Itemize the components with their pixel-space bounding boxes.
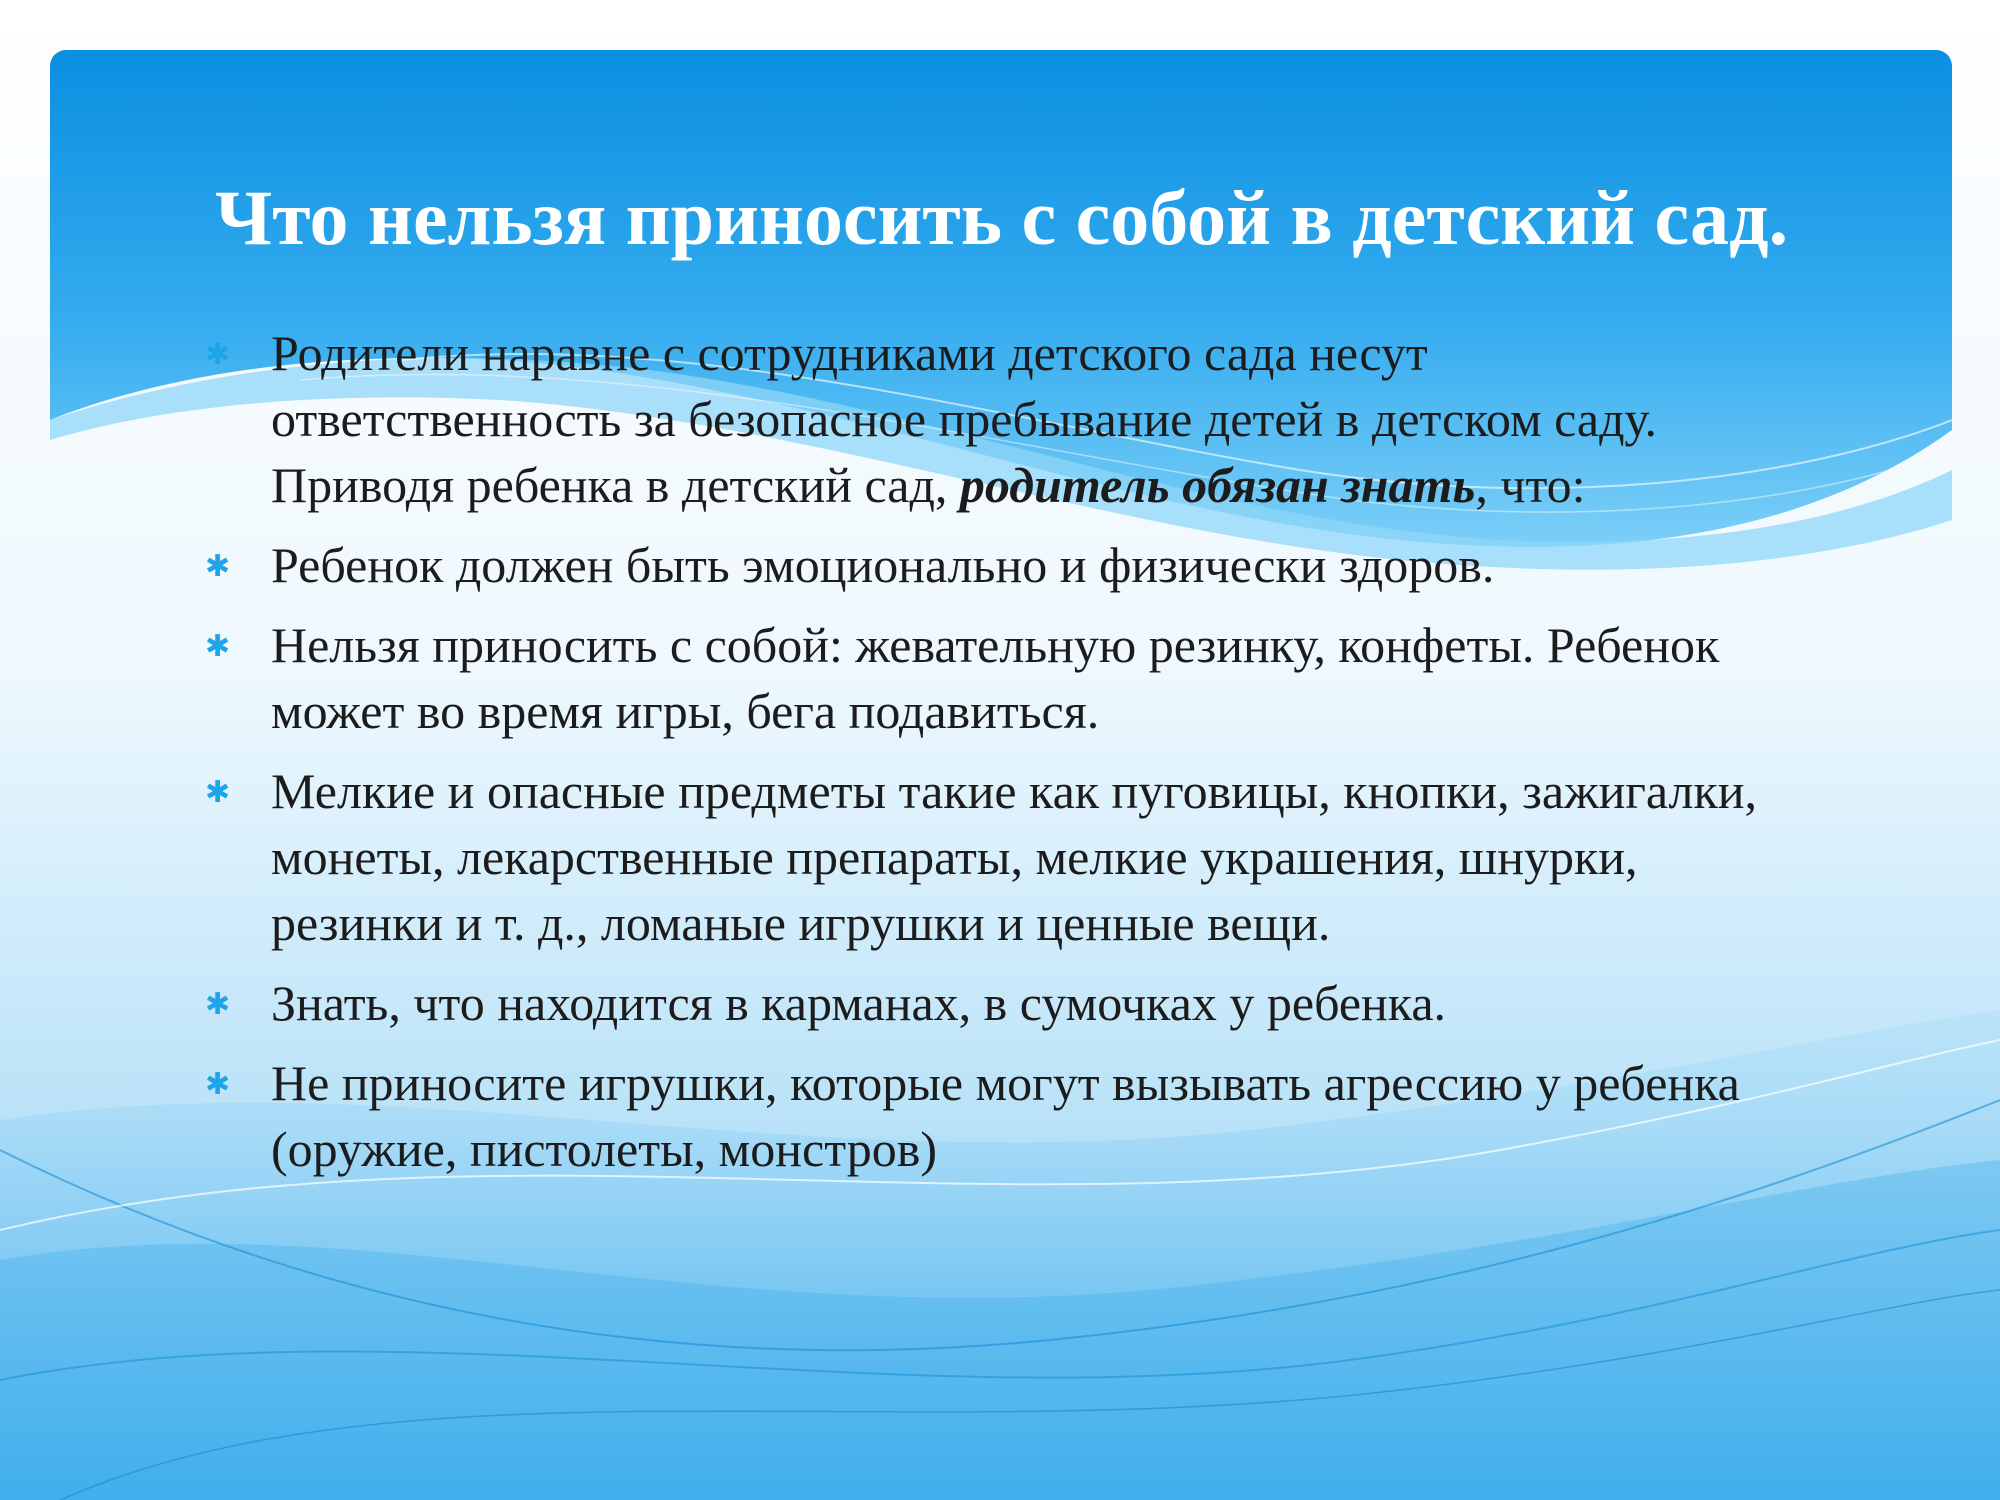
bullet-text: Не приносите игрушки, которые могут вызывать агрессию у ребенка (оружие, пистолеты, монстров) (271, 1055, 1740, 1177)
bullet-item-health (205, 532, 1765, 598)
bullet-item-aggressive-toys (205, 1050, 1765, 1182)
asterisk-icon: ✱ (205, 987, 231, 1022)
slide-title: Что нельзя приносить с собой в детский сад. (215, 174, 1789, 261)
bullet-text: Ребенок должен быть эмоционально и физически здоров. (271, 537, 1495, 593)
bullet-text: Мелкие и опасные предметы такие как пуговицы, кнопки, зажигалки, монеты, лекарственные препараты, мелкие украшения, шнурки, резинки и т. д., ломаные игрушки и ценные вещи. (271, 763, 1758, 951)
asterisk-icon: ✱ (205, 629, 231, 664)
bullet-text-tail: , что: (1475, 457, 1586, 513)
bullet-text: Знать, что находится в карманах, в сумочках у ребенка. (271, 975, 1447, 1031)
bullet-item-intro (205, 320, 1765, 518)
bullet-item-small-objects (205, 758, 1765, 956)
bullet-text: Родители наравне с сотрудниками детского сада несут ответственность за безопасное пребывание детей в детском саду. Приводя ребенка в детский сад, (271, 325, 1658, 513)
bullet-emphasis: родитель обязан знать (959, 457, 1476, 513)
asterisk-icon: ✱ (205, 549, 231, 584)
bullet-item-gum-candy (205, 612, 1765, 744)
bullet-list (205, 320, 1765, 1196)
asterisk-icon: ✱ (205, 775, 231, 810)
bullet-item-pockets (205, 970, 1765, 1036)
asterisk-icon: ✱ (205, 1067, 231, 1102)
asterisk-icon: ✱ (205, 337, 231, 372)
bullet-text: Нельзя приносить с собой: жевательную резинку, конфеты. Ребенок может во время игры, бега подавиться. (271, 617, 1720, 739)
